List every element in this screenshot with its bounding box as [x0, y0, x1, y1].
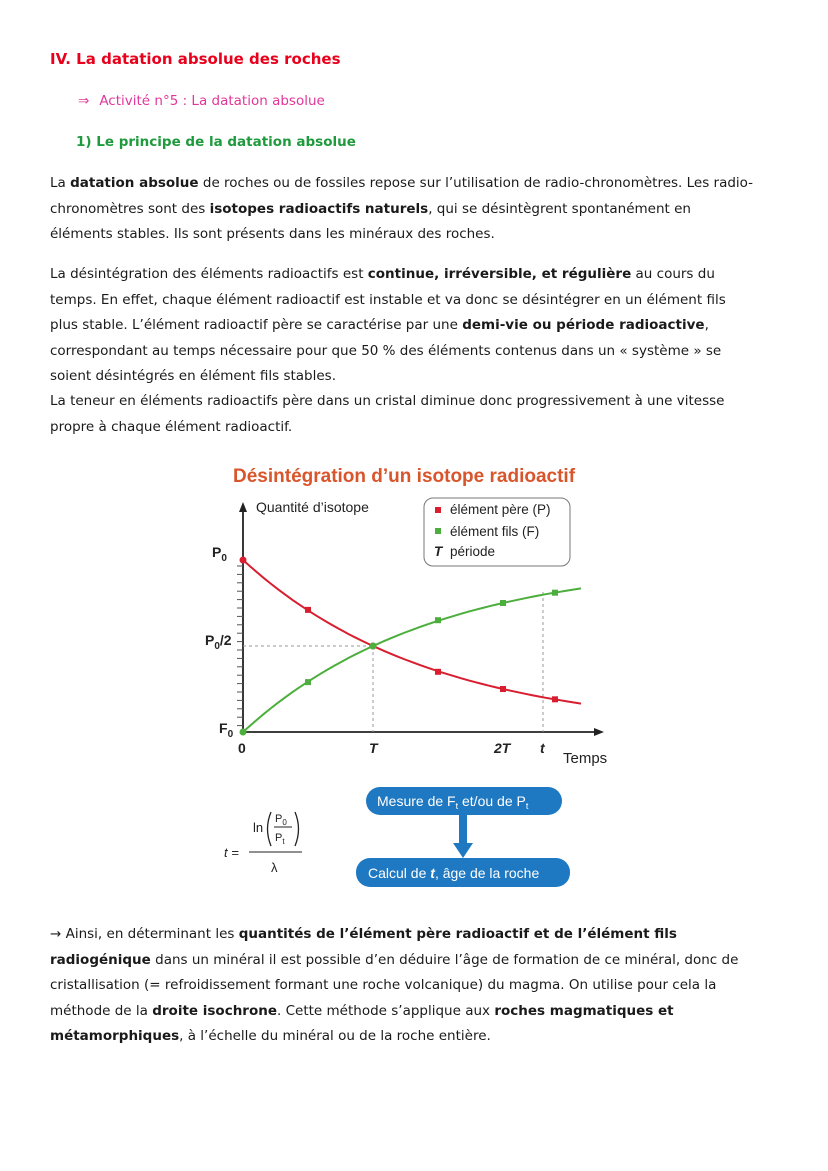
curves: [240, 557, 582, 736]
tick-f0: $F_0$: [219, 720, 234, 740]
text-run: , qui se désintègrent spontanément en: [428, 200, 691, 217]
father-curve-point: [500, 686, 506, 692]
text-run: dans un minéral il est possible d’en déduire l’âge de formation de ce minéral, donc de: [150, 951, 739, 968]
text-run: cristallisation (= refroidissement formant une roche volcanique) du magma. On utilise pour cela la: [50, 977, 717, 993]
text-run: La désintégration des éléments radioactifs est: [50, 266, 368, 282]
text-line: [50, 197, 780, 223]
legend-father: élément père (P): [450, 502, 551, 517]
text-run: méthode de la: [50, 1002, 153, 1019]
tick-t: t: [540, 740, 545, 756]
text-line: [50, 262, 780, 288]
father-curve: [243, 560, 581, 704]
son-curve: [243, 588, 581, 732]
bold-text: roches magmatiques et: [494, 1002, 674, 1019]
text-run: → Ainsi, en déterminant les: [50, 926, 239, 942]
activity-label: Activité n°5 : La datation absolue: [99, 93, 325, 109]
text-line: [50, 222, 780, 248]
flow-arrow-icon: [453, 843, 473, 858]
y-axis-arrow-icon: [239, 502, 247, 512]
bold-text: radiogénique: [50, 951, 151, 968]
x-axis-label: Temps: [563, 750, 608, 767]
formula-num: $P_0$: [275, 813, 287, 827]
text-line: [50, 339, 780, 365]
text-run: La: [50, 175, 71, 191]
text-line: [50, 171, 780, 197]
son-curve-point: [305, 679, 311, 685]
text-line: [50, 288, 780, 314]
text-line: [50, 415, 780, 441]
subsection-heading: 1) Le principe de la datation absolue: [76, 134, 356, 150]
text-run: temps. En effet, chaque élément radioactif est instable et va donc se désintégrer en un élément fils: [50, 291, 726, 308]
legend-son-marker: [435, 528, 441, 534]
calc-label: Calcul de t, âge de la roche: [368, 865, 540, 881]
text-line: [50, 973, 780, 999]
son-curve-point: [435, 617, 441, 623]
bold-text: datation absolue: [70, 175, 199, 191]
text-run: , à l’échelle du minéral ou de la roche entière.: [179, 1028, 491, 1044]
son-curve-point: [370, 643, 377, 650]
formula-lambda: λ: [271, 860, 278, 875]
y-axis-label: Quantité d’isotope: [256, 499, 369, 515]
formula-den: $P_t$: [275, 832, 285, 846]
bold-text: métamorphiques: [50, 1028, 180, 1044]
text-line: [50, 364, 780, 390]
legend-father-marker: [435, 507, 441, 513]
father-curve-point: [305, 607, 311, 613]
text-line: [50, 999, 780, 1025]
arrow-icon: ⇒: [78, 93, 90, 109]
text-line: [50, 922, 780, 948]
text-run: plus stable. L’élément radioactif père se caractérise par une: [50, 317, 463, 333]
activity-link[interactable]: [78, 93, 325, 109]
x-axis-arrow-icon: [594, 728, 604, 736]
legend-period-symbol: T: [434, 544, 443, 559]
paragraph-2: [50, 262, 780, 390]
text-run: de roches ou de fossiles repose sur l’utilisation de radio-chronomètres. Les radio-: [198, 175, 754, 191]
text-run: ,: [704, 317, 709, 333]
bold-text: quantités de l’élément père radioactif et de l’élément fils: [238, 926, 677, 942]
formula-lhs: t =: [224, 845, 239, 860]
tick-2T: 2T: [494, 740, 511, 756]
text-run: . Cette méthode s’applique aux: [277, 1002, 495, 1019]
text-run: éléments stables. Ils sont présents dans les minéraux des roches.: [50, 226, 495, 242]
flow-arrow-shaft: [459, 815, 467, 845]
paragraph-3: [50, 389, 780, 440]
son-curve-point: [240, 729, 247, 736]
father-curve-point: [552, 696, 558, 702]
text-line: [50, 948, 780, 974]
formula-paren-left: [268, 812, 272, 846]
son-curve-point: [552, 590, 558, 596]
bold-text: continue, irréversible, et régulière: [367, 266, 632, 282]
son-curve-point: [500, 600, 506, 606]
text-run: La teneur en éléments radioactifs père dans un cristal diminue donc progressivement à une vitesse: [50, 393, 725, 409]
father-curve-point: [240, 557, 247, 564]
text-run: soient désintégrés en élément fils stables.: [50, 368, 336, 384]
legend-period: période: [450, 544, 496, 559]
legend-son: élément fils (F): [450, 524, 540, 539]
bold-text: droite isochrone: [152, 1002, 278, 1019]
figure-title: Désintégration d’un isotope radioactif: [233, 466, 576, 487]
bold-text: isotopes radioactifs naturels: [209, 200, 429, 217]
text-run: propre à chaque élément radioactif.: [50, 418, 293, 435]
bold-text: demi-vie ou période radioactive: [462, 317, 705, 333]
formula-paren-right: [295, 812, 299, 846]
section-heading: IV. La datation absolue des roches: [50, 50, 341, 68]
decay-figure: [0, 450, 828, 900]
formula-ln: ln: [253, 820, 264, 835]
text-run: au cours du: [631, 266, 715, 282]
text-run: correspondant au temps nécessaire pour que 50 % des éléments contenus dans un « système » se: [50, 342, 722, 359]
text-line: [50, 389, 780, 415]
text-line: [50, 313, 780, 339]
tick-T: T: [369, 740, 378, 756]
paragraph-1: [50, 171, 780, 248]
father-curve-point: [435, 669, 441, 675]
tick-p0: $P_0$: [212, 544, 227, 564]
measure-label: Mesure de $F_t$ et/ou de $P_t$: [377, 793, 529, 811]
text-run: chronomètres sont des: [50, 200, 210, 217]
text-line: [50, 1024, 780, 1050]
tick-half: $P_0/2$: [205, 632, 232, 652]
tick-origin: 0: [238, 740, 246, 756]
paragraph-4: [50, 922, 780, 1050]
